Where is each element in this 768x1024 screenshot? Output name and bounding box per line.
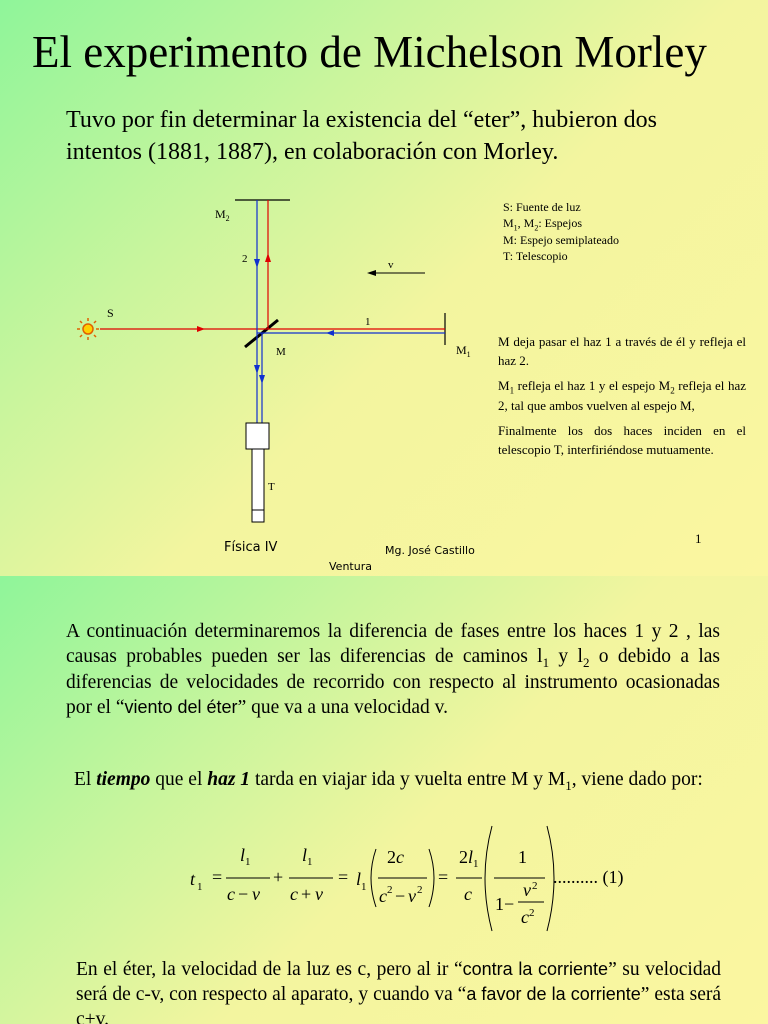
svg-text:c: c	[396, 847, 404, 867]
label-v: v	[388, 259, 394, 271]
svg-text:1: 1	[361, 881, 367, 893]
arrow-icon	[254, 365, 260, 374]
svg-text:2: 2	[529, 907, 535, 919]
label-beam-2: 2	[242, 253, 248, 265]
svg-text:=: =	[438, 867, 449, 887]
svg-text:c: c	[290, 884, 298, 904]
svg-text:=: =	[338, 867, 349, 887]
legend-item: M: Espejo semiplateado	[503, 233, 619, 248]
svg-text:+: +	[273, 867, 284, 887]
arrow-icon	[265, 253, 271, 262]
svg-text:c: c	[227, 884, 235, 904]
svg-text:+: +	[301, 884, 312, 904]
svg-text:1: 1	[197, 881, 203, 893]
svg-text:l: l	[468, 847, 474, 867]
arrow-icon	[197, 326, 205, 332]
legend-item: $M_1$, $M_2$: Espejos	[503, 215, 583, 232]
svg-text:1: 1	[518, 847, 527, 867]
svg-text:2: 2	[532, 880, 538, 892]
svg-text:1: 1	[473, 858, 479, 870]
svg-text:−: −	[395, 886, 406, 906]
svg-text:1: 1	[245, 856, 251, 868]
arrow-icon	[254, 259, 260, 268]
label-m2: $M_2$	[215, 207, 230, 223]
paragraph-phase-difference: A continuación determinaremos la diferencia de fases entre los haces 1 y 2 , las causas probables pueden ser las diferencias de caminos $l_1$ y $l_2$ o debido a las diferencias de velocidades de recorrido con respecto al instrumento ocasionadas por el “viento del éter” que va a una velocidad v.	[66, 621, 721, 719]
equation-1	[180, 821, 640, 936]
legend-item: T: Telescopio	[503, 248, 568, 263]
svg-text:l: l	[240, 845, 246, 865]
svg-text:t: t	[190, 869, 196, 889]
label-m: M	[276, 346, 286, 358]
slide-title: El experimento de Michelson Morley	[32, 27, 707, 77]
footer-course: Física IV	[224, 540, 278, 555]
arrow-icon	[259, 375, 265, 384]
svg-text:2: 2	[387, 884, 393, 896]
arrow-icon	[367, 270, 376, 276]
svg-text:c: c	[379, 886, 387, 906]
svg-text:l: l	[302, 845, 308, 865]
footer-author: Mg. José Castillo	[385, 544, 475, 557]
diagram-legend	[503, 200, 619, 265]
svg-text:c: c	[464, 884, 472, 904]
telescope-tube	[252, 449, 264, 522]
paragraph-time: El tiempo que el haz 1 tarda en viajar ida y vuelta entre M y $M_1$, viene dado por:	[74, 769, 703, 793]
svg-text:=: =	[212, 867, 223, 887]
svg-text:c: c	[521, 907, 529, 927]
legend-item: S: Fuente de luz	[503, 200, 581, 214]
svg-text:v: v	[252, 884, 260, 904]
label-s: S	[107, 306, 114, 320]
svg-text:1−: 1−	[495, 894, 515, 914]
svg-text:1: 1	[307, 856, 313, 868]
label-m1: $M_1$	[456, 343, 471, 359]
footer-author-cont: Ventura	[329, 560, 372, 573]
michelson-diagram	[0, 0, 500, 530]
page-number: 1	[695, 531, 702, 546]
svg-text:−: −	[238, 884, 249, 904]
svg-text:2: 2	[459, 847, 468, 867]
svg-text:v: v	[315, 884, 323, 904]
diagram-explanation	[498, 333, 746, 466]
explanation-paragraph: $M_1$ refleja el haz 1 y el espejo $M_2$ refleja el haz 2, tal que ambos vuelven al espejo M,	[498, 377, 746, 414]
label-beam-1: 1	[365, 316, 371, 328]
return-beam	[257, 200, 445, 423]
telescope-eyepiece	[246, 423, 269, 449]
slide-2	[0, 576, 768, 1024]
svg-text:2: 2	[387, 847, 396, 867]
intro-text: Tuvo por fin determinar la existencia del “eter”, hubieron dos intentos (1881, 1887), en colaboración con Morley.	[66, 107, 657, 166]
arrow-icon	[326, 330, 334, 336]
equation-tag: .......... (1)	[553, 867, 624, 887]
light-source-icon	[77, 318, 99, 340]
svg-text:2: 2	[417, 884, 423, 896]
svg-text:l: l	[356, 869, 362, 889]
svg-text:v: v	[408, 886, 416, 906]
explanation-paragraph: M deja pasar el haz 1 a través de él y refleja el haz 2.	[498, 334, 746, 368]
label-t: T	[268, 481, 275, 493]
explanation-paragraph: Finalmente los dos haces inciden en el telescopio T, interfiriéndose mutuamente.	[498, 423, 746, 458]
paragraph-ether: En el éter, la velocidad de la luz es c, pero al ir “contra la corriente” su velocidad será de c-v, con respecto al aparato, y cuando va “a favor de la corriente” esta será c+v.	[76, 959, 721, 1024]
svg-text:v: v	[523, 880, 531, 900]
